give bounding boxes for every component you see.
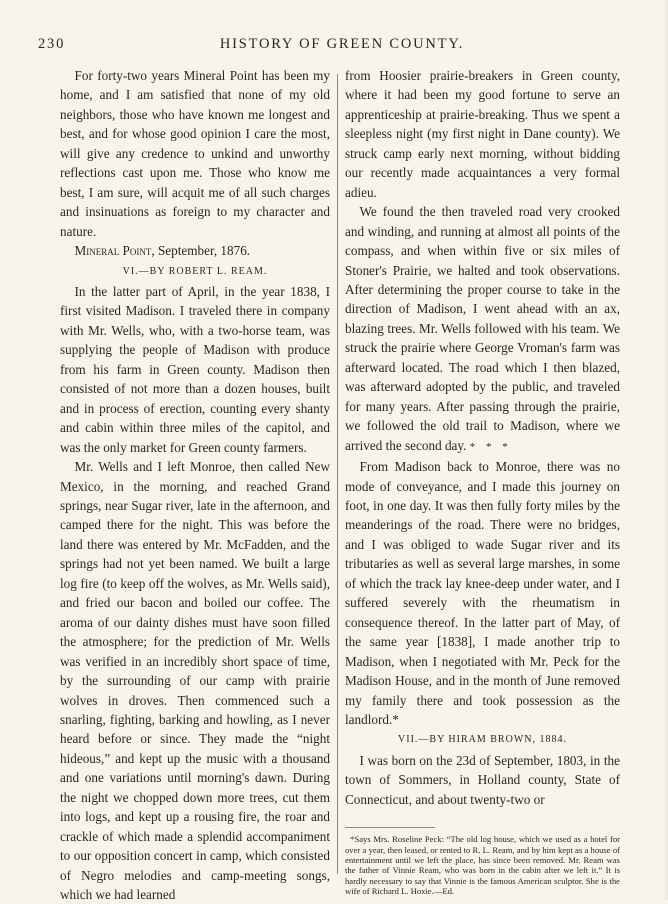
section-heading: VI.—BY ROBERT L. REAM. bbox=[122, 265, 268, 277]
column-divider bbox=[337, 74, 338, 874]
footnote-rule bbox=[345, 827, 435, 828]
running-title: HISTORY OF GREEN COUNTY. bbox=[219, 36, 465, 52]
paragraph: For forty-two years Mineral Point has been my home, and I am satisfied that none of my old neighbors, those who have known me longest and best, and for whose good opinion I care the most, will give any credence to unkind and unworthy reflections cast upon me. Those who know me best, I am sure, will acquit me of all such charges and insinuations as foreign to my character and nature. bbox=[60, 68, 330, 239]
left-column bbox=[60, 66, 330, 904]
paragraph bbox=[345, 202, 620, 457]
paragraph: from Hoosier prairie-breakers in Green county, where it had been my good fortune to serve an apprenticeship at prairie-breaking. Thus we spent a sleepless night (my first night in Dane county). We struck camp early next morning, without bidding our recently made acquaintances a very formal adieu. bbox=[345, 68, 620, 200]
right-column bbox=[345, 66, 620, 897]
paragraph: Mr. Wells and I left Monroe, then called New Mexico, in the morning, and reached Grand springs, near Sugar river, late in the afternoon, and camped there for the night. This was before the land there was entered by Mr. McFadden, and the springs had not yet been named. We built a large log fire (to keep off the wolves, as Mr. Wells said), and fried our bacon and boiled our coffee. The aroma of our dainty dishes must have soon filled the atmosphere; for the prediction of Mr. Wells was verified in an incredibly short space of time, by the surrounding of our camp with prairie wolves in droves. Then commenced such a snarling, fighting, barking and howling, as I never heard before or since. They made the “night hideous,” and kept up the music with a thousand and one variations until morning's dawn. During the night we chopped down more trees, cut them into logs, and kept up a rousing fire, the roar and crackle of which made a splendid accompaniment to our opposition concert in camp, which consisted of Negro melodies and camp-meeting songs, which we had learned bbox=[60, 459, 330, 903]
paragraph: I was born on the 23d of September, 1803, in the town of Sommers, in Holland county, State of Connecticut, and about twenty-two or bbox=[345, 752, 620, 807]
dateline-date: , September, 1876. bbox=[151, 243, 251, 259]
paragraph-text: We found the then traveled road very crooked and winding, and running at almost all points of the compass, and when within five or six miles of Stoner's Prairie, we halted and took observations. After determining the proper course to take in the direction of Madison, I went ahead with an ax, blazing trees. Mr. Wells followed with his team. We struck the prairie where George Vroman's farm was afterward located. The road which I then blazed, was afterward adopted by the public, and traveled for many years. After passing through the prairie, we followed the old trail to Madison, where we arrived the second day. bbox=[345, 204, 620, 453]
page-edge-shadow bbox=[662, 0, 668, 900]
dateline-place: Mineral Point bbox=[74, 243, 152, 259]
paragraph: In the latter part of April, in the year 1838, I first visited Madison. I traveled there in company with Mr. Wells, who, with a two-horse team, was supplying the people of Madison with produce from his farm in Green county. Madison then consisted of not more than a dozen houses, built and in process of erection, counting every shanty and cabin within three miles of the capitol, and was the only market for Green county farmers. bbox=[60, 283, 330, 455]
page-number: 230 bbox=[38, 36, 66, 52]
page-header bbox=[38, 36, 646, 58]
footnote: *Says Mrs. Roseline Peck: “The old log house, which we used as a hotel for over a year, then leased, or rented to R. L. Ream, and by him kept as a house of entertainment until we left the place, has since been removed. Mr. Ream was the father of Vinnie Ream, who was born in the cabin after we left it.” It is hardly necessary to say that Vinnie is the famous American sculptor. She is the wife of Richard L. Hoxie.—Ed. bbox=[345, 834, 620, 897]
section-heading: VII.—BY HIRAM BROWN, 1884. bbox=[398, 734, 567, 746]
dateline bbox=[60, 241, 330, 260]
paragraph: From Madison back to Monroe, there was no mode of conveyance, and I made this journey on foot, in one day. It was then fully forty miles by the meanderings of the road. There were no bridges, and I was obliged to wade Sugar river and its tributaries as well as several large marshes, in some of which the track lay knee-deep under water, and I suffered severely with the rheumatism in consequence thereof. In the latter part of May, of the same year [1838], I made another trip to Madison, when I negotiated with Mr. Peck for the Madison House, and in the month of June removed my family there and took possession as the landlord.* bbox=[345, 459, 620, 727]
ellipsis-stars: * * * bbox=[469, 440, 512, 453]
